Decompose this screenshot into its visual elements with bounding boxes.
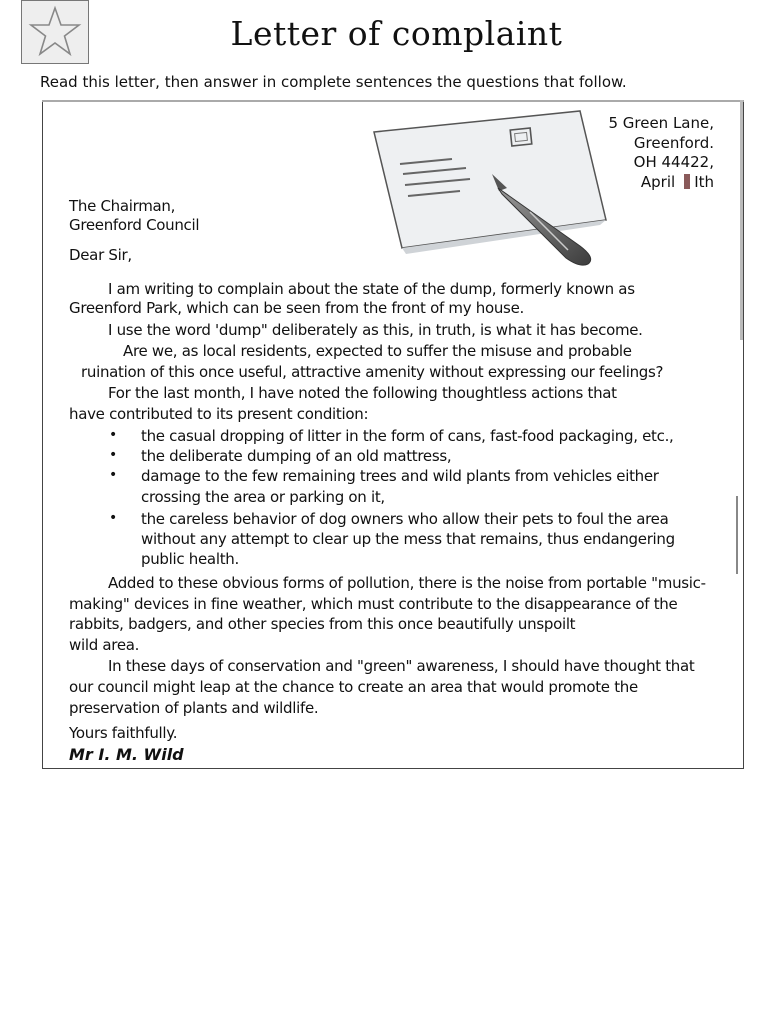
date-day: Ith	[694, 172, 714, 191]
list-item: without any attempt to clear up the mess that remains, thus endangering	[141, 530, 675, 548]
list-item: crossing the area or parking on it,	[141, 488, 385, 506]
list-item: the deliberate dumping of an old mattress,	[141, 447, 452, 465]
page-title: Letter of complaint	[230, 14, 563, 53]
body-line: I use the word 'dump" deliberately as this, in truth, is what it has become.	[108, 321, 643, 339]
signature: Mr I. M. Wild	[69, 745, 184, 764]
recipient-line: Greenford Council	[69, 216, 200, 234]
sender-address	[608, 114, 714, 192]
address-line: OH 44422,	[633, 153, 714, 171]
list-item: the casual dropping of litter in the form of cans, fast-food packaging, etc.,	[141, 427, 674, 445]
date-marker	[684, 174, 690, 189]
body-line: making" devices in fine weather, which must contribute to the disappearance of the	[69, 595, 678, 613]
body-line: rabbits, badgers, and other species from this once beautifully unspoilt	[69, 615, 576, 633]
date-month: April	[640, 172, 676, 191]
body-line: Greenford Park, which can be seen from the front of my house.	[69, 299, 524, 317]
envelope-pen-icon	[370, 108, 610, 266]
body-line: Added to these obvious forms of pollution, there is the noise from portable "music-	[108, 574, 706, 592]
scrollbar-thumb[interactable]	[736, 496, 738, 574]
address-line: Greenford.	[633, 133, 714, 152]
bullet-icon: •	[109, 447, 118, 463]
salutation: Dear Sir,	[69, 246, 132, 264]
body-line: ruination of this once useful, attractive amenity without expressing our feelings?	[81, 363, 664, 381]
signoff: Yours faithfully.	[69, 724, 178, 742]
body-line: I am writing to complain about the state of the dump, formerly known as	[108, 280, 635, 298]
list-item: damage to the few remaining trees and wild plants from vehicles either	[141, 467, 659, 485]
bullet-icon: •	[109, 427, 118, 443]
list-item: public health.	[141, 550, 239, 568]
body-line: wild area.	[69, 636, 140, 654]
instructions-text: Read this letter, then answer in complete sentences the questions that follow.	[40, 73, 627, 91]
bullet-icon: •	[109, 510, 118, 526]
address-line: 5 Green Lane,	[608, 114, 714, 132]
body-line: our council might leap at the chance to create an area that would promote the	[69, 678, 638, 696]
list-item: the careless behavior of dog owners who allow their pets to foul the area	[141, 510, 669, 528]
body-line: Are we, as local residents, expected to suffer the misuse and probable	[123, 342, 632, 360]
body-line: In these days of conservation and "green" awareness, I should have thought that	[108, 657, 695, 675]
frame-side-shade	[740, 100, 743, 340]
body-line: have contributed to its present condition:	[69, 405, 369, 423]
bullet-icon: •	[109, 467, 118, 483]
date-line	[608, 173, 714, 193]
body-line: For the last month, I have noted the following thoughtless actions that	[108, 384, 617, 402]
body-line: preservation of plants and wildlife.	[69, 699, 319, 717]
frame-top-border	[42, 100, 744, 102]
recipient-line: The Chairman,	[69, 197, 176, 215]
